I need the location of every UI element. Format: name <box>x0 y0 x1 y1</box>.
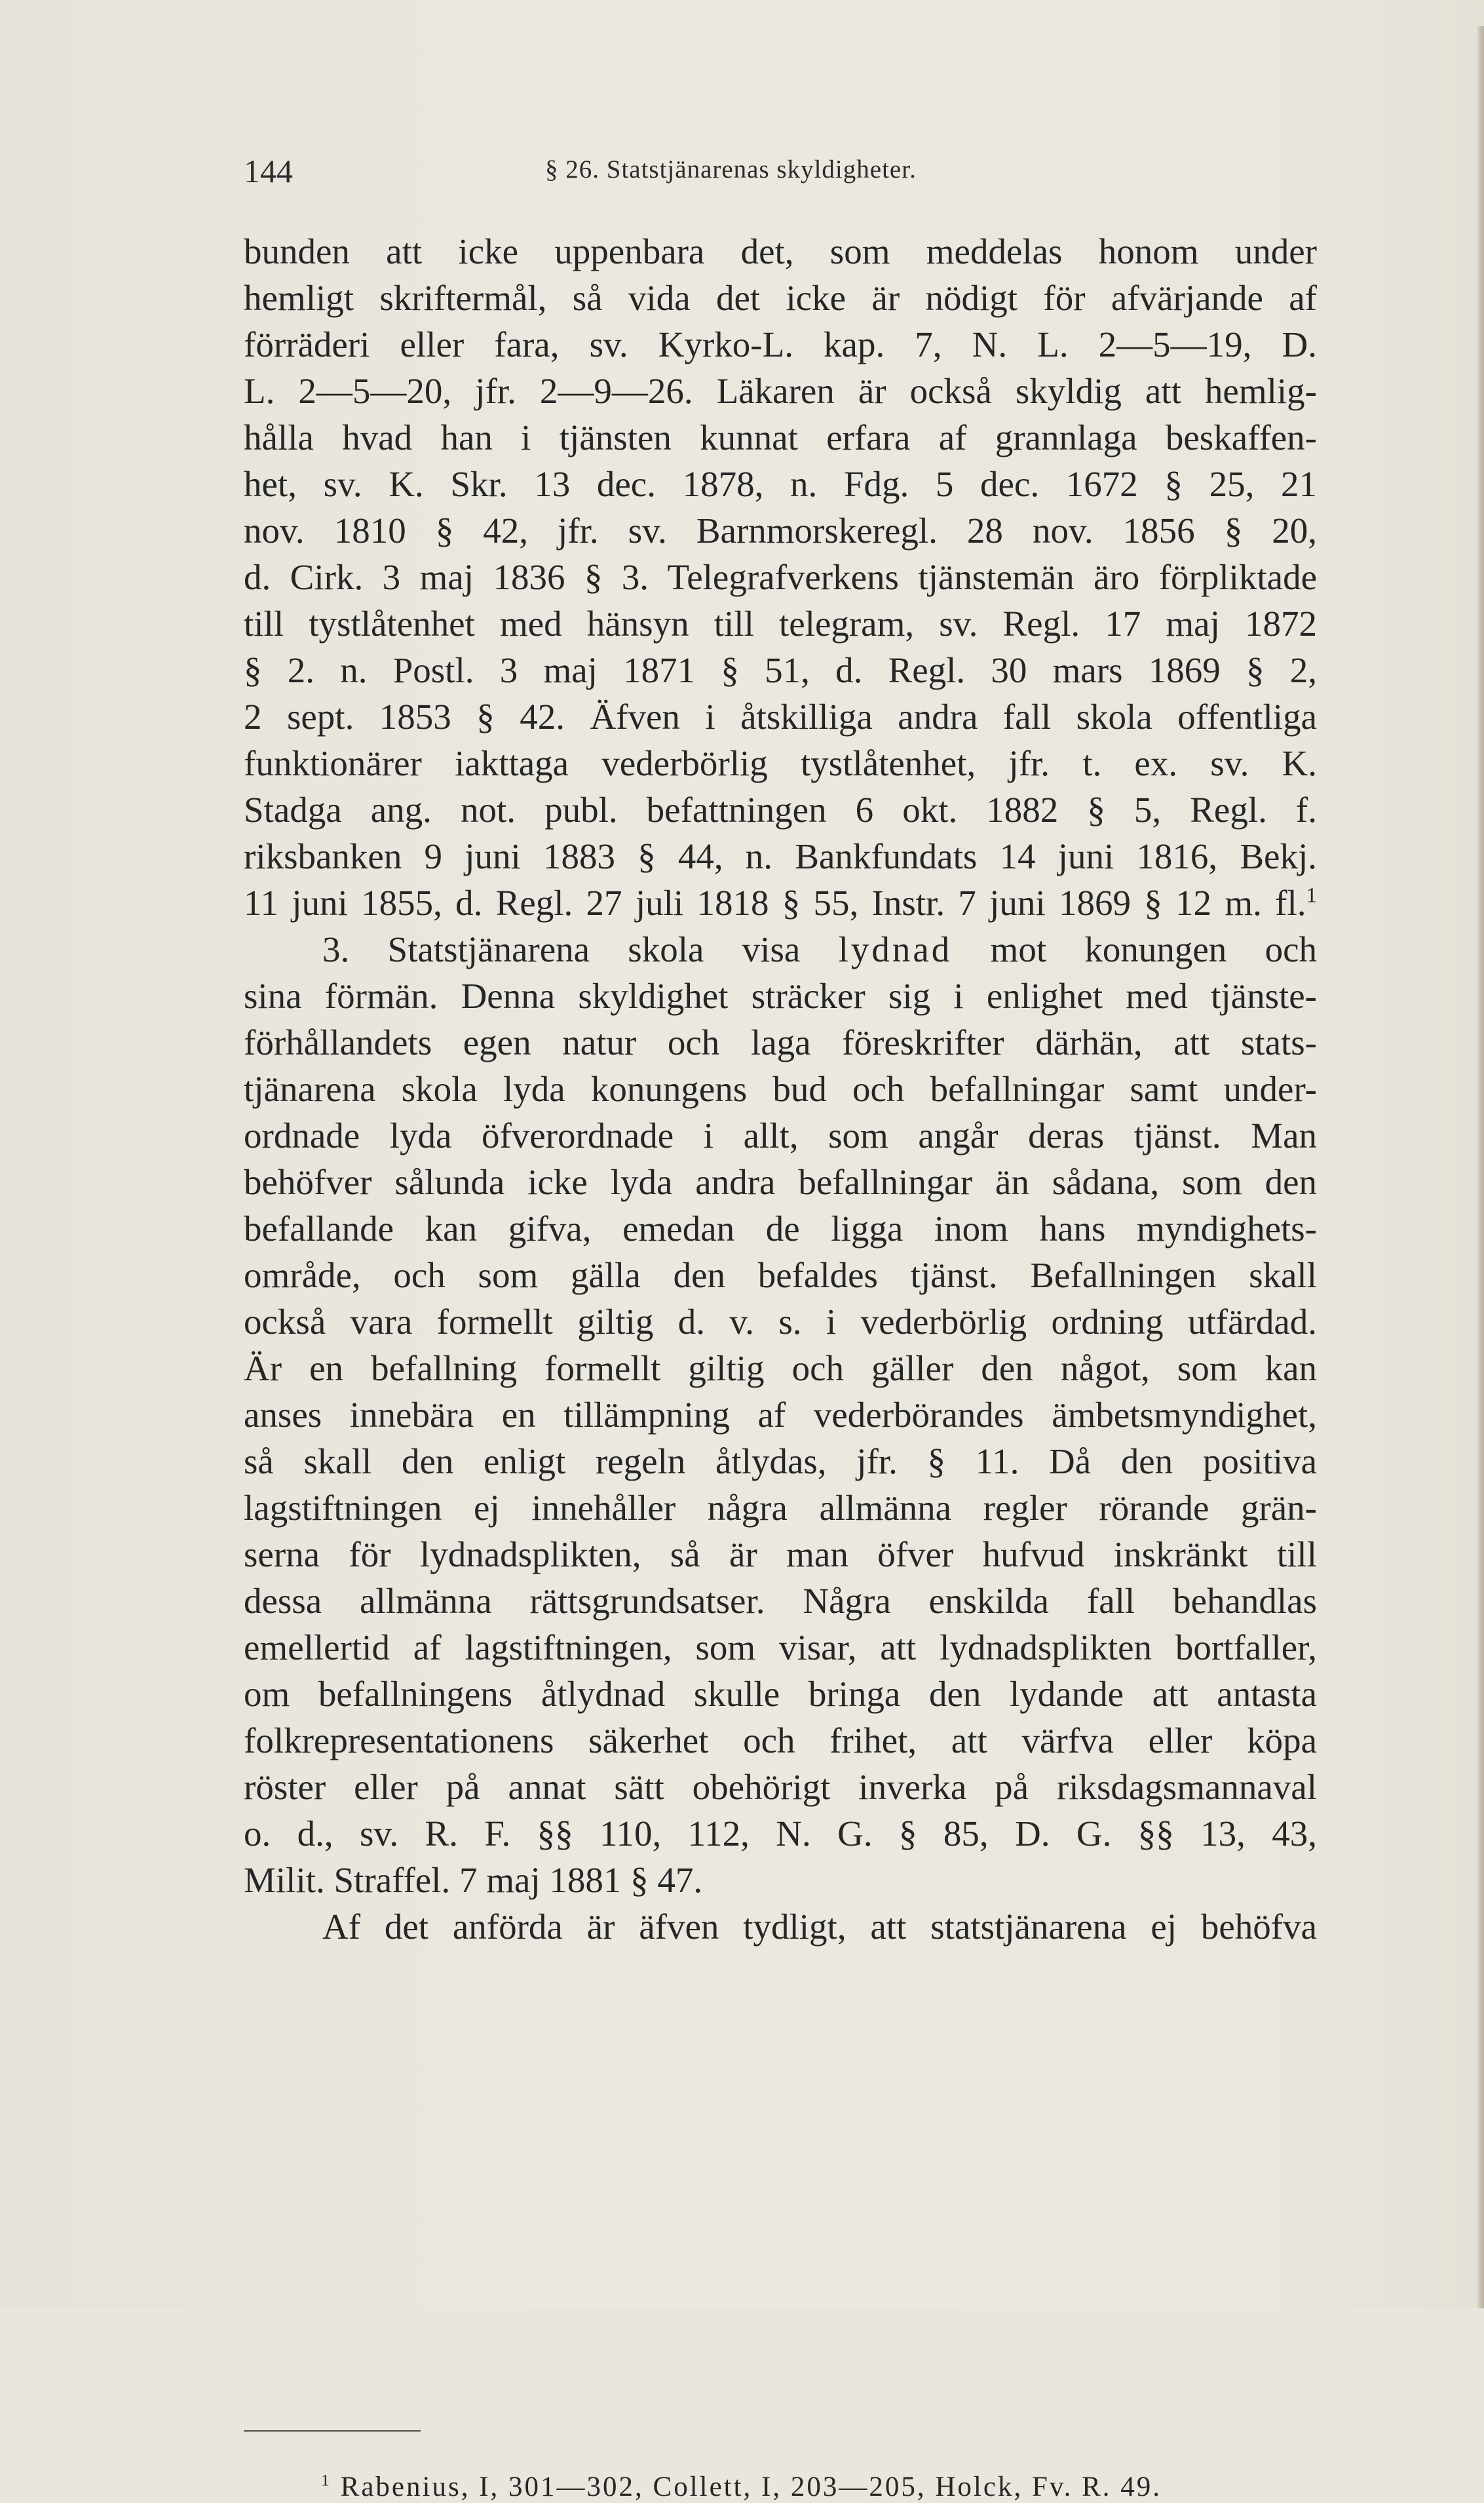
footnote-marker: 1 <box>321 2470 332 2490</box>
text-line: Är en befallning formellt giltig och gäller den något, som kan <box>244 1348 1317 1388</box>
footnote-reference: 1 <box>1306 883 1317 908</box>
text-line: också vara formellt giltig d. v. s. i vederbörlig ordning utfärdad. <box>244 1302 1317 1342</box>
page-number: 144 <box>244 153 293 189</box>
text-line: till tystlåtenhet med hänsyn till telegram, sv. Regl. 17 maj 1872 <box>244 604 1317 644</box>
running-title: § 26. Statstjänarenas skyldigheter. <box>545 155 917 184</box>
text-line: ordnade lyda öfverordnade i allt, som angår deras tjänst. Man <box>244 1116 1317 1155</box>
text-line: hemligt skriftermål, så vida det icke är nödigt för afvärjande af <box>244 278 1317 318</box>
text-line: folkrepresentationens säkerhet och frihet, att värfva eller köpa <box>244 1720 1317 1760</box>
text-line: behöfver sålunda icke lyda andra befallningar än sådana, som den <box>244 1162 1317 1202</box>
body-text <box>244 228 1317 1950</box>
paragraph-start-line: 3. Statstjänarena skola visa lydnad mot konungen och <box>322 929 1317 969</box>
text-line: dessa allmänna rättsgrundsatser. Några enskilda fall behandlas <box>244 1581 1317 1621</box>
text-line: Stadga ang. not. publ. befattningen 6 okt. 1882 § 5, Regl. f. <box>244 790 1317 830</box>
text-line: så skall den enligt regeln åtlydas, jfr. § 11. Då den positiva <box>244 1441 1317 1481</box>
text-line: sina förmän. Denna skyldighet sträcker sig i enlighet med tjänste- <box>244 976 1317 1016</box>
text-line: 11 juni 1855, d. Regl. 27 juli 1818 § 55, Instr. 7 juni 1869 § 12 m. fl. <box>244 883 1306 923</box>
text-line: het, sv. K. Skr. 13 dec. 1878, n. Fdg. 5 dec. 1672 § 25, 21 <box>244 464 1317 504</box>
text-line-with-footnote-ref <box>244 880 1317 926</box>
text-line: om befallningens åtlydnad skulle bringa den lydande att antasta <box>244 1674 1317 1714</box>
text-line: lagstiftningen ej innehåller några allmänna regler rörande grän- <box>244 1488 1317 1528</box>
text-line: förräderi eller fara, sv. Kyrko-L. kap. 7, N. L. 2—5—19, D. <box>244 324 1317 364</box>
text-line: bunden att icke uppenbara det, som meddelas honom under <box>244 231 1317 271</box>
running-header <box>244 146 1305 191</box>
text-line: befallande kan gifva, emedan de ligga inom hans myndighets- <box>244 1209 1317 1249</box>
text-line: L. 2—5—20, jfr. 2—9—26. Läkaren är också skyldig att hemlig- <box>244 371 1317 411</box>
text-line: Milit. Straffel. 7 maj 1881 § 47. <box>244 1860 703 1900</box>
text-line: § 2. n. Postl. 3 maj 1871 § 51, d. Regl. 30 mars 1869 § 2, <box>244 650 1317 690</box>
text-line: d. Cirk. 3 maj 1836 § 3. Telegrafverkens tjänstemän äro förpliktade <box>244 557 1317 597</box>
text-line: serna för lydnadsplikten, så är man öfver hufvud inskränkt till <box>244 1534 1317 1574</box>
text-line: röster eller på annat sätt obehörigt inverka på riksdagsmannaval <box>244 1767 1317 1807</box>
text-line: o. d., sv. R. F. §§ 110, 112, N. G. § 85, D. G. §§ 13, 43, <box>244 1814 1317 1853</box>
text-line: förhållandets egen natur och laga föreskrifter därhän, att stats- <box>244 1022 1317 1062</box>
footnote-divider <box>244 2430 421 2432</box>
text-line: 2 sept. 1853 § 42. Äfven i åtskilliga andra fall skola offentliga <box>244 697 1317 737</box>
text-line: anses innebära en tillämpning af vederbörandes ämbetsmyndighet, <box>244 1395 1317 1435</box>
text-line: nov. 1810 § 42, jfr. sv. Barnmorskeregl. 28 nov. 1856 § 20, <box>244 511 1317 551</box>
text-line: område, och som gälla den befaldes tjänst. Befallningen skall <box>244 1255 1317 1295</box>
footnote-text: Rabenius, I, 301—302, Collett, I, 203—205, Holck, Fv. R. 49. <box>340 2472 1162 2502</box>
text-line: riksbanken 9 juni 1883 § 44, n. Bankfundats 14 juni 1816, Bekj. <box>244 836 1317 876</box>
text-line: emellertid af lagstiftningen, som visar, att lydnadsplikten bortfaller, <box>244 1627 1317 1667</box>
text-line: funktionärer iakttaga vederbörlig tystlåtenhet, jfr. t. ex. sv. K. <box>244 743 1317 783</box>
paragraph-start-line: Af det anförda är äfven tydligt, att statstjänarena ej behöfva <box>322 1907 1317 1947</box>
footnote <box>321 2471 1162 2503</box>
text-line: hålla hvad han i tjänsten kunnat erfara af grannlaga beskaffen- <box>244 417 1317 457</box>
page-edge-shadow <box>1477 26 1484 2308</box>
emphasized-word: lydnad <box>838 929 953 969</box>
text-line: tjänarena skola lyda konungens bud och befallningar samt under- <box>244 1069 1317 1109</box>
